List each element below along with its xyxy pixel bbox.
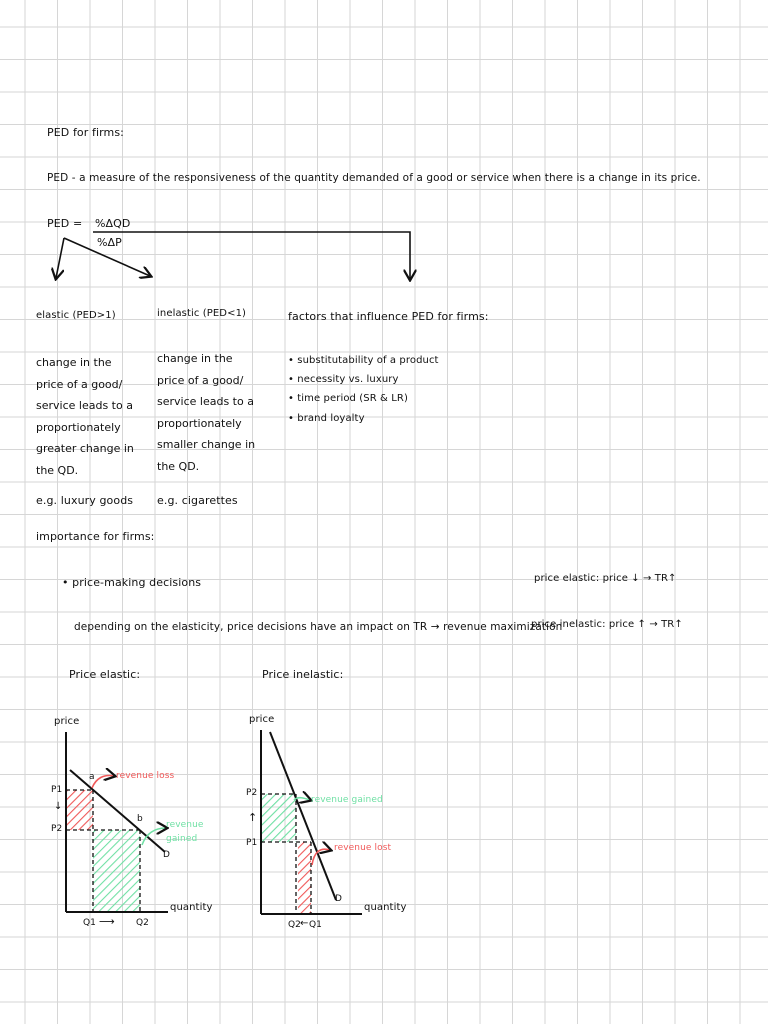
inelastic-loss-area [298,842,311,913]
elastic-p1: P1 [51,785,63,795]
formula-denominator: %ΔP [97,236,122,249]
elastic-point-b: b [137,814,143,824]
formula-numerator: %ΔQD [95,217,131,230]
elastic-loss-label: revenue loss [116,771,175,781]
rule-elastic: price elastic: price ↓ → TR↑ [534,573,677,584]
factor-item: • necessity vs. luxury [288,374,399,385]
inelastic-gain-label: revenue gained [311,795,383,805]
inelastic-title: inelastic (PED<1) [157,308,247,319]
elastic-y-label: price [54,716,80,727]
elastic-title: elastic (PED>1) [36,310,116,321]
elastic-body: change in the price of a good/ service leads to a proportionately greater change in the QD. [36,356,134,477]
inelastic-q2: Q2 [288,920,302,930]
elastic-gain-label-2: gained [166,834,198,844]
importance-point: • price-making decisions [62,576,202,589]
importance-title: importance for firms: [36,530,155,543]
elastic-gain-label-1: revenue [166,820,204,830]
factor-item: • brand loyalty [288,413,365,424]
inelastic-p2: P2 [246,788,258,798]
elastic-q-arrow: ⟶ [99,915,115,928]
inelastic-demand-label: D [335,894,343,904]
inelastic-p1: P1 [246,838,258,848]
ped-definition: PED - a measure of the responsiveness of the quantity demanded of a good or service when there is a change in its price. [47,172,701,184]
graph-inelastic-title: Price inelastic: [262,668,344,681]
rule-inelastic: price inelastic: price ↑ → TR↑ [531,619,683,630]
elastic-q2: Q2 [136,918,150,928]
inelastic-gain-area [262,794,296,842]
inelastic-y-label: price [249,714,275,725]
elastic-p2: P2 [51,824,63,834]
inelastic-body: change in the price of a good/ service leads to a proportionately smaller change in the QD. [157,352,256,473]
page-heading: PED for firms: [47,126,124,139]
inelastic-x-label: quantity [364,902,407,913]
inelastic-example: e.g. cigarettes [157,494,238,507]
factor-item: • time period (SR & LR) [288,393,408,404]
elastic-q1: Q1 [83,918,97,928]
importance-detail: depending on the elasticity, price decisions have an impact on TR → revenue maximization [74,621,563,633]
elastic-x-label: quantity [170,902,213,913]
elastic-example: e.g. luxury goods [36,494,134,507]
elastic-p-arrow: ↓ [54,801,63,812]
inelastic-q-arrow: ← [300,918,309,929]
inelastic-p-arrow: ↑ [248,811,258,824]
formula-lhs: PED = [47,217,83,230]
elastic-point-a: a [89,772,95,782]
factors-title: factors that influence PED for firms: [288,310,489,323]
elastic-demand-label: D [163,850,171,860]
inelastic-loss-label: revenue lost [334,843,392,853]
inelastic-q1: Q1 [309,920,323,930]
factor-item: • substitutability of a product [288,355,439,366]
graph-elastic-title: Price elastic: [69,668,141,681]
